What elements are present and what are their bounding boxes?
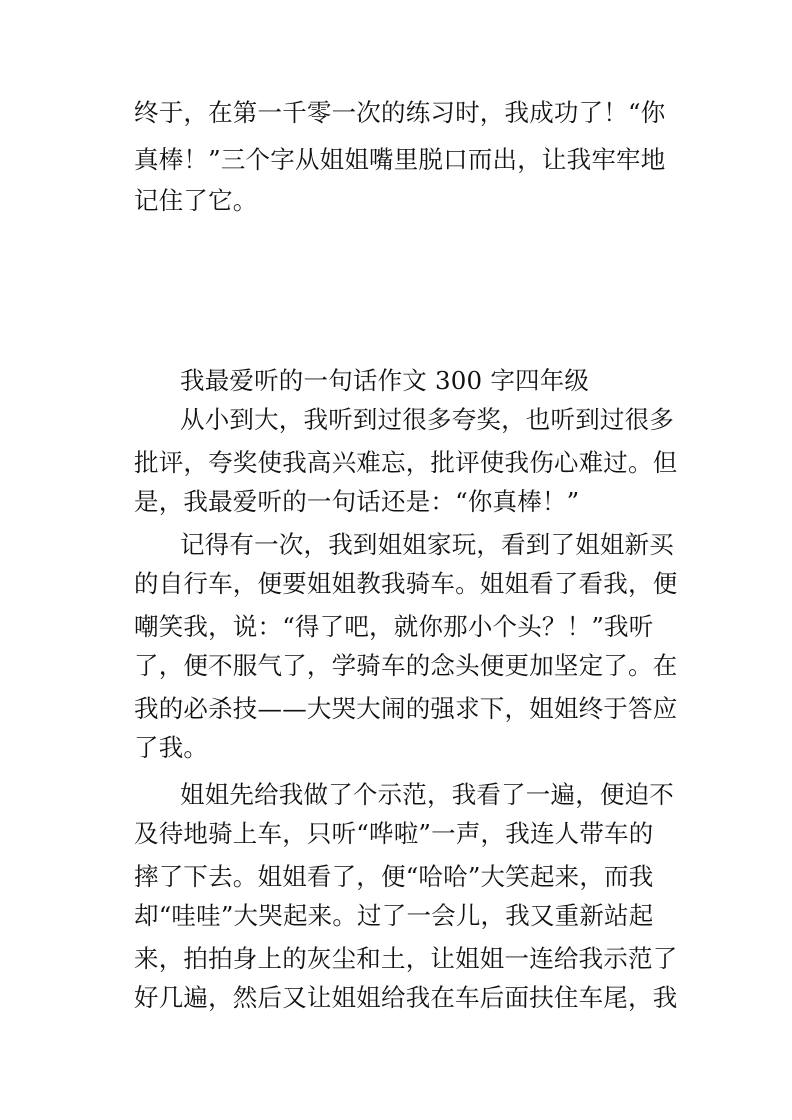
body-line: 却“哇哇”大哭起来。过了一会儿，我又重新站起: [134, 901, 654, 930]
body-line: 及待地骑上车，只听“哗啦”一声，我连人带车的: [134, 819, 654, 848]
body-line: 我的必杀技——大哭大闹的强求下，姐姐终于答应: [134, 694, 678, 723]
intro-line: 记住了它。: [134, 186, 258, 215]
body-line: 了，便不服气了，学骑车的念头便更加坚定了。在: [134, 651, 678, 680]
body-line: 是，我最爱听的一句话还是：“你真棒！”: [134, 487, 580, 516]
body-line: 姐姐先给我做了个示范，我看了一遍，便迫不: [180, 780, 674, 809]
body-line: 从小到大，我听到过很多夸奖，也听到过很多: [180, 405, 674, 434]
essay-title: 我最爱听的一句话作文 300 字四年级: [180, 366, 590, 395]
body-line: 批评，夸奖使我高兴难忘，批评使我伤心难过。但: [134, 448, 678, 477]
body-line: 嘲笑我，说：“得了吧，就你那小个头？！”我听: [134, 612, 654, 641]
body-line: 来，拍拍身上的灰尘和土，让姐姐一连给我示范了: [134, 944, 678, 973]
intro-line: 终于，在第一千零一次的练习时，我成功了！“你: [134, 98, 666, 127]
body-line: 的自行车，便要姐姐教我骑车。姐姐看了看我，便: [134, 569, 678, 598]
body-line: 好几遍，然后又让姐姐给我在车后面扶住车尾，我: [134, 983, 678, 1012]
intro-line: 真棒！”三个字从姐姐嘴里脱口而出，让我牢牢地: [134, 145, 666, 174]
body-line: 记得有一次，我到姐姐家玩，看到了姐姐新买: [180, 530, 674, 559]
body-line: 了我。: [134, 733, 209, 762]
body-line: 摔了下去。姐姐看了，便“哈哈”大笑起来，而我: [134, 862, 654, 891]
